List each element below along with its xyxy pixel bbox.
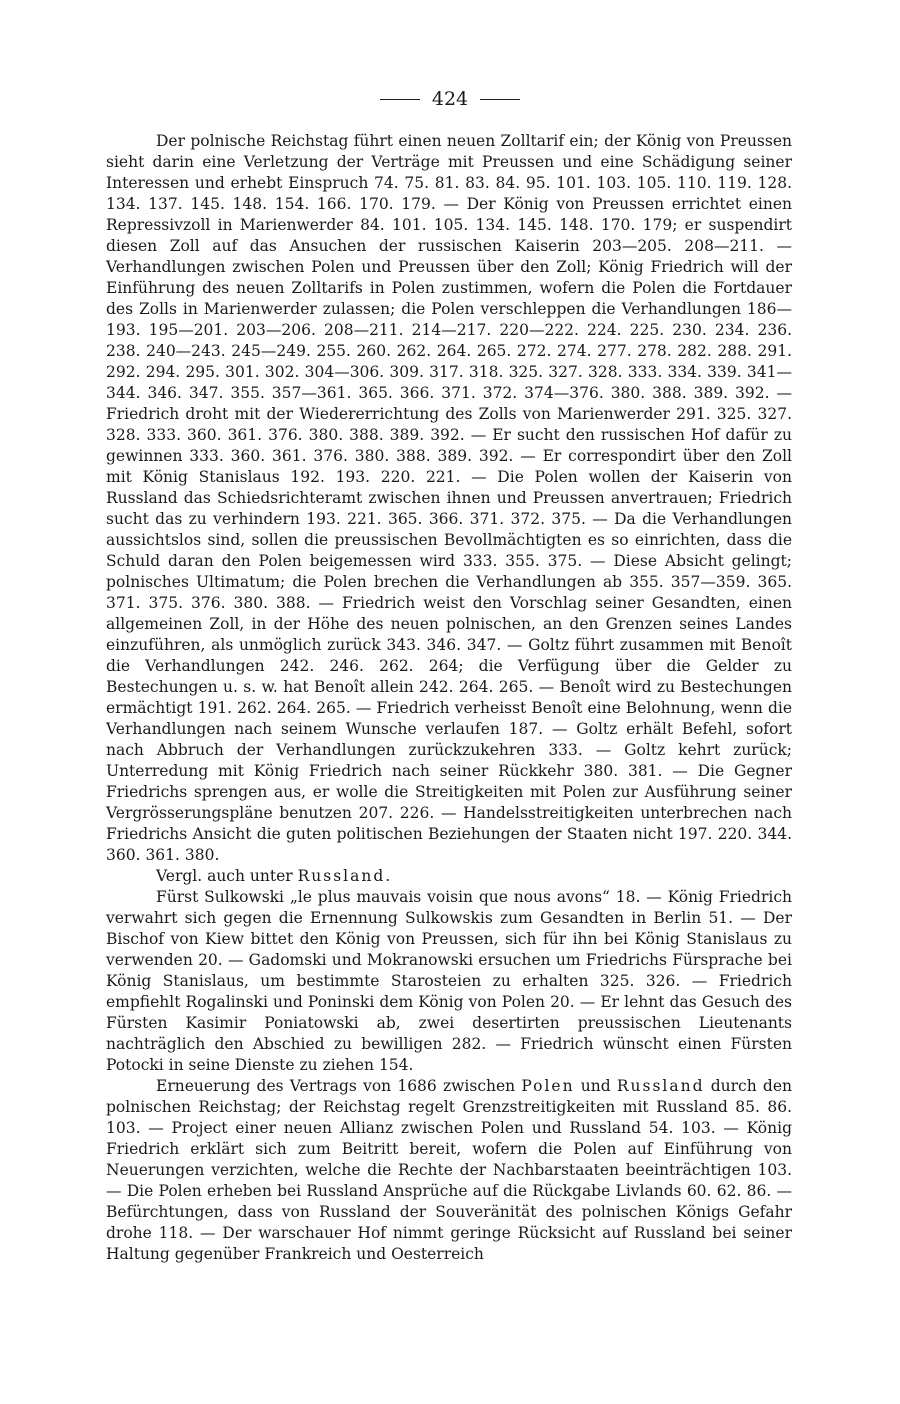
paragraph-text: Der polnische Reichstag führt einen neuen Zolltarif ein; der König von Preussen sieht darin eine Verletzung der Verträge mit Preussen und eine Schädigung seiner Interessen und erhebt Einspruch 74. 75. 81. 83. 84. 95. 101. 103. 105. 110. 119. 128. 134. 137. 145. 148. 154. 166. 170. 179. — Der König von Preussen errichtet einen Repressivzoll in Marienwerder 84. 101. 105. 134. 145. 148. 170. 179; er suspendirt diesen Zoll auf das Ansuchen der russischen Kaiserin 203—205. 208—211. — Verhandlungen zwischen Polen und Preussen über den Zoll; König Friedrich will der Einführung des neuen Zolltarifs in Polen zustimmen, wofern die Polen die Fortdauer des Zolls in Marienwerder zulassen; die Polen verschleppen die Verhandlungen 186—193. 195—201. 203—206. 208—211. 214—217. 220—222. 224. 225. 230. 234. 236. 238. 240—243. 245—249. 255. 260. 262. 264. 265. 272. 274. 277. 278. 282. 288. 291. 292. 294. 295. 301. 302. 304—306. 309. 317. 318. 325. 327. 328. 333. 334. 339. 341—344. 346. 347. 355. 357—361. 365. 366. 371. 372. 374—376. 380. 388. 389. 392. — Friedrich droht mit der Wiedererrichtung des Zolls von Marienwerder 291. 325. 327. 328. 333. 360. 361. 376. 380. 388. 389. 392. — Er sucht den russischen Hof dafür zu gewinnen 333. 360. 361. 376. 380. 388. 389. 392. — Er correspondirt über den Zoll mit König Stanislaus 192. 193. 220. 221. — Die Polen wollen der Kaiserin von Russland das Schiedsrichteramt zwischen ihnen und Preussen anvertrauen; Friedrich sucht das zu verhindern 193. 221. 365. 366. 371. 372. 375. — Da die Verhandlungen aussichtslos sind, sollen die preussischen Bevollmächtigten es so einrichten, dass die Schuld daran den Polen beigemessen wird 333. 355. 375. — Diese Absicht gelingt; polnisches Ultimatum; die Polen brechen die Verhandlungen ab 355. 357—359. 365. 371. 375. 376. 380. 388. — Friedrich weist den Vorschlag seiner Gesandten, einen allgemeinen Zoll, in der Höhe des neuen polnischen, an den Grenzen seines Landes einzuführen, als unmöglich zurück 343. 346. 347. — Goltz führt zusammen mit Benoît die Verhandlungen 242. 246. 262. 264; die Verfügung über die Gelder zu Bestechungen u. s. w. hat Benoît allein 242. 264. 265. — Benoît wird zu Bestechungen ermächtigt 191. 262. 264. 265. — Friedrich verheisst Benoît eine Belohnung, wenn die Verhandlungen nach seinem Wunsche verlaufen 187. — Goltz erhält Befehl, sofort nach Abbruch der Verhandlungen zurückzukehren 333. — Goltz kehrt zurück; Unterredung mit König Friedrich nach seiner Rückkehr 380. 381. — Die Gegner Friedrichs sprengen aus, er wolle die Streitigkeiten mit Polen zur Ausführung seiner Vergrösserungspläne benutzen 207. 226. — Handelsstreitigkeiten unterbrechen nach Friedrichs Ansicht die guten politischen Beziehungen der Staaten nicht 197. 220. 344. 360. 361. 380. <box>106 132 792 864</box>
paragraph-text: Fürst Sulkowski „le plus mauvais voisin que nous avons“ 18. — König Friedrich verwahrt sich gegen die Ernennung Sulkowskis zum Gesandten in Berlin 51. — Der Bischof von Kiew bittet den König von Preussen, sich für ihn bei König Stanislaus zu verwenden 20. — Gadomski und Mokranowski ersuchen um Friedrichs Fürsprache bei König Stanislaus, um bestimmte Starosteien zu erhalten 325. 326. — Friedrich empfiehlt Rogalinski und Poninski dem König von Polen 20. — Er lehnt das Gesuch des Fürsten Kasimir Poniatowski ab, zwei desertirten preussischen Lieutenants nachträglich den Abschied zu bewilligen 282. — Friedrich wünscht einen Fürsten Potocki in seine Dienste zu ziehen 154. <box>106 888 792 1074</box>
page-number: 424 <box>431 88 469 110</box>
spaced-keyword: Polen <box>521 1077 575 1095</box>
index-paragraph <box>106 887 792 1076</box>
paragraph-text: Erneuerung des Vertrags von 1686 zwischen <box>156 1077 522 1095</box>
index-paragraph <box>106 131 792 866</box>
paragraph-text: und <box>574 1077 617 1095</box>
page-header <box>0 88 900 110</box>
index-entries <box>106 131 792 1265</box>
index-paragraph <box>106 1076 792 1265</box>
header-rule-left <box>380 99 420 100</box>
index-paragraph <box>106 866 792 887</box>
paragraph-text: durch den polnischen Reichstag; der Reichstag regelt Grenzstreitigkeiten mit Russland 85. 86. 103. — Project einer neuen Allianz zwischen Polen und Russland 54. 103. — König Friedrich erklärt sich zum Beitritt bereit, wofern die Polen auf Einführung von Neuerungen verzichten, welche die Rechte der Nachbarstaaten beeinträchtigen 103. — Die Polen erheben bei Russland Ansprüche auf die Rückgabe Livlands 60. 62. 86. — Befürchtungen, dass von Russland der Souveränität des polnischen Königs Gefahr drohe 118. — Der warschauer Hof nimmt geringe Rücksicht auf Russland bei seiner Haltung gegenüber Frankreich und Oesterreich <box>106 1077 792 1263</box>
paragraph-text: Vergl. auch unter <box>156 867 298 885</box>
spaced-keyword: Russland <box>616 1077 705 1095</box>
spaced-keyword: Russland. <box>297 867 393 885</box>
header-rule-right <box>480 99 520 100</box>
